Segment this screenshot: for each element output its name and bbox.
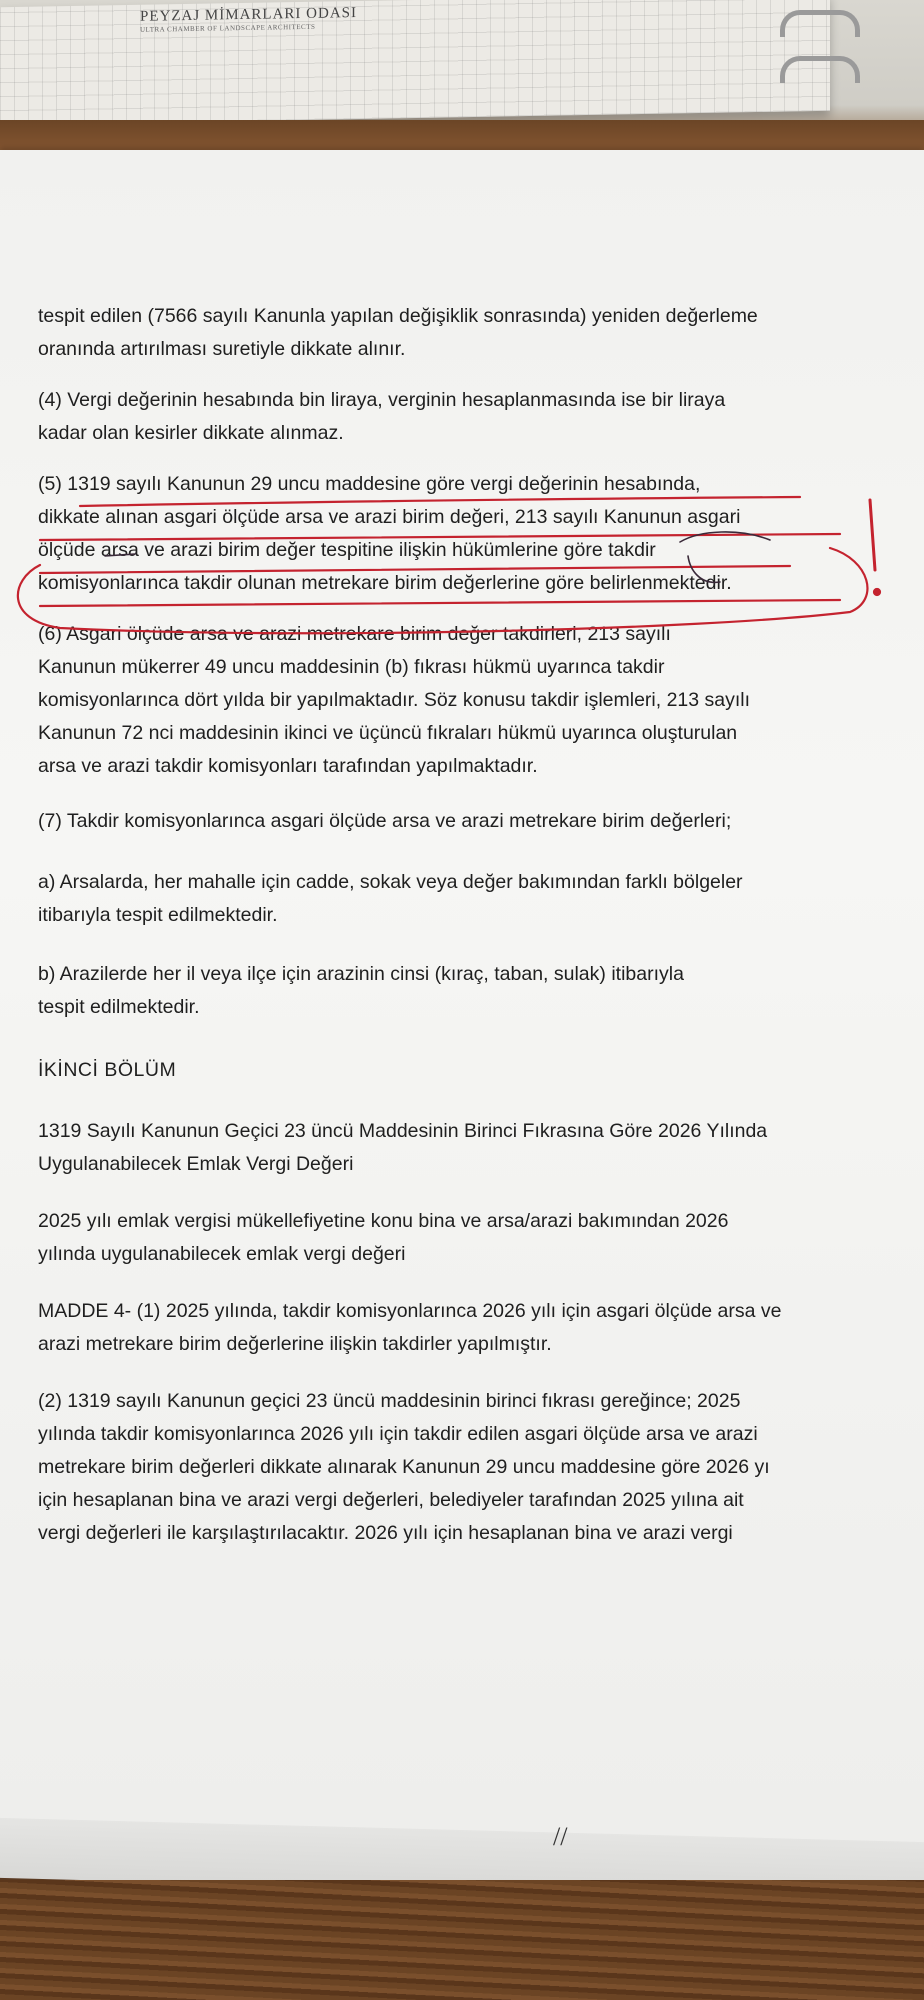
text-line: metrekare birim değerleri dikkate alınarak Kanunun 29 uncu maddesine göre 2026 yı — [38, 1456, 770, 1478]
text-line: oranında artırılması suretiyle dikkate alınır. — [38, 338, 406, 360]
text-line: (5) 1319 sayılı Kanunun 29 uncu maddesine göre vergi değerinin hesabında, — [38, 473, 701, 495]
document-body — [38, 300, 918, 1562]
article-4-paragraph-2 — [38, 1385, 918, 1550]
text-line: yılında takdir komisyonlarınca 2026 yılı için takdir edilen asgari ölçüde arsa ve arazi — [38, 1423, 758, 1445]
text-line: Kanunun mükerrer 49 uncu maddesinin (b) fıkrası hükmü uyarınca takdir — [38, 656, 665, 678]
section-heading: İKİNCİ BÖLÜM — [38, 1059, 177, 1081]
paragraph-b — [38, 958, 918, 1024]
binder-brand-logo — [140, 5, 357, 34]
paragraph-4 — [38, 384, 918, 450]
paragraph-7 — [38, 805, 918, 838]
text-line: (2) 1319 sayılı Kanunun geçici 23 üncü maddesinin birinci fıkrası gereğince; 2025 — [38, 1390, 741, 1412]
brand-line-2: ULTRA CHAMBER OF LANDSCAPE ARCHITECTS — [140, 22, 316, 34]
text-line: tespit edilmektedir. — [38, 996, 200, 1018]
text-line: vergi değerleri ile karşılaştırılacaktır. 2026 yılı için hesaplanan bina ve arazi vergi — [38, 1522, 733, 1544]
grid-notebook-sheet — [0, 0, 830, 125]
text-line: MADDE 4- (1) 2025 yılında, takdir komisyonlarınca 2026 yılı için asgari ölçüde arsa ve — [38, 1300, 782, 1322]
text-line: yılında uygulanabilecek emlak vergi değeri — [38, 1243, 406, 1265]
text-line: için hesaplanan bina ve arazi vergi değerleri, belediyeler tarafından 2025 yılına ait — [38, 1489, 744, 1511]
paragraph-intro — [38, 300, 918, 366]
section-subtitle — [38, 1205, 918, 1271]
text-line: tespit edilen (7566 sayılı Kanunla yapılan değişiklik sonrasında) yeniden değerleme — [38, 305, 758, 327]
article-4-paragraph-1 — [38, 1295, 918, 1361]
text-line: itibarıyla tespit edilmektedir. — [38, 904, 278, 926]
text-line: komisyonlarınca takdir olunan metrekare birim değerlerine göre belirlenmektedir. — [38, 572, 732, 594]
paragraph-6 — [38, 618, 918, 783]
brand-line-1: PEYZAJ MİMARLARI ODASI — [140, 5, 358, 25]
binder-ring-icon — [780, 10, 860, 37]
text-line: Uygulanabilecek Emlak Vergi Değeri — [38, 1153, 354, 1175]
text-line: kadar olan kesirler dikkate alınmaz. — [38, 422, 344, 444]
text-line: Kanunun 72 nci maddesinin ikinci ve üçüncü fıkraları hükmü uyarınca oluşturulan — [38, 722, 738, 744]
text-line: (7) Takdir komisyonlarınca asgari ölçüde arsa ve arazi metrekare birim değerleri; — [38, 810, 732, 832]
text-line: ölçüde arsa ve arazi birim değer tespitine ilişkin hükümlerine göre takdir — [38, 539, 656, 561]
binder-ring-icon — [780, 56, 860, 83]
text-line: (4) Vergi değerinin hesabında bin liraya, verginin hesaplanmasında ise bir liraya — [38, 389, 726, 411]
text-line: arsa ve arazi takdir komisyonları tarafından yapılmaktadır. — [38, 755, 538, 777]
paragraph-5 — [38, 468, 918, 600]
text-line: 1319 Sayılı Kanunun Geçici 23 üncü Maddesinin Birinci Fıkrasına Göre 2026 Yılında — [38, 1120, 768, 1142]
text-line: a) Arsalarda, her mahalle için cadde, sokak veya değer bakımından farklı bölgeler — [38, 871, 743, 893]
text-line: dikkate alınan asgari ölçüde arsa ve arazi birim değeri, 213 sayılı Kanunun asgari — [38, 506, 741, 528]
paragraph-a — [38, 866, 918, 932]
page-mark: // — [553, 1822, 568, 1851]
text-line: arazi metrekare birim değerlerine ilişkin takdirler yapılmıştır. — [38, 1333, 552, 1355]
desk-surface-bottom — [0, 1880, 924, 2000]
text-line: (6) Asgari ölçüde arsa ve arazi metrekare birim değer takdirleri, 213 sayılı — [38, 623, 671, 645]
text-line: b) Arazilerde her il veya ilçe için arazinin cinsi (kıraç, taban, sulak) itibarıyla — [38, 963, 684, 985]
text-line: 2025 yılı emlak vergisi mükellefiyetine konu bina ve arsa/arazi bakımından 2026 — [38, 1210, 729, 1232]
text-line: komisyonlarınca dört yılda bir yapılmaktadır. Söz konusu takdir işlemleri, 213 sayılı — [38, 689, 751, 711]
section-title — [38, 1115, 918, 1181]
